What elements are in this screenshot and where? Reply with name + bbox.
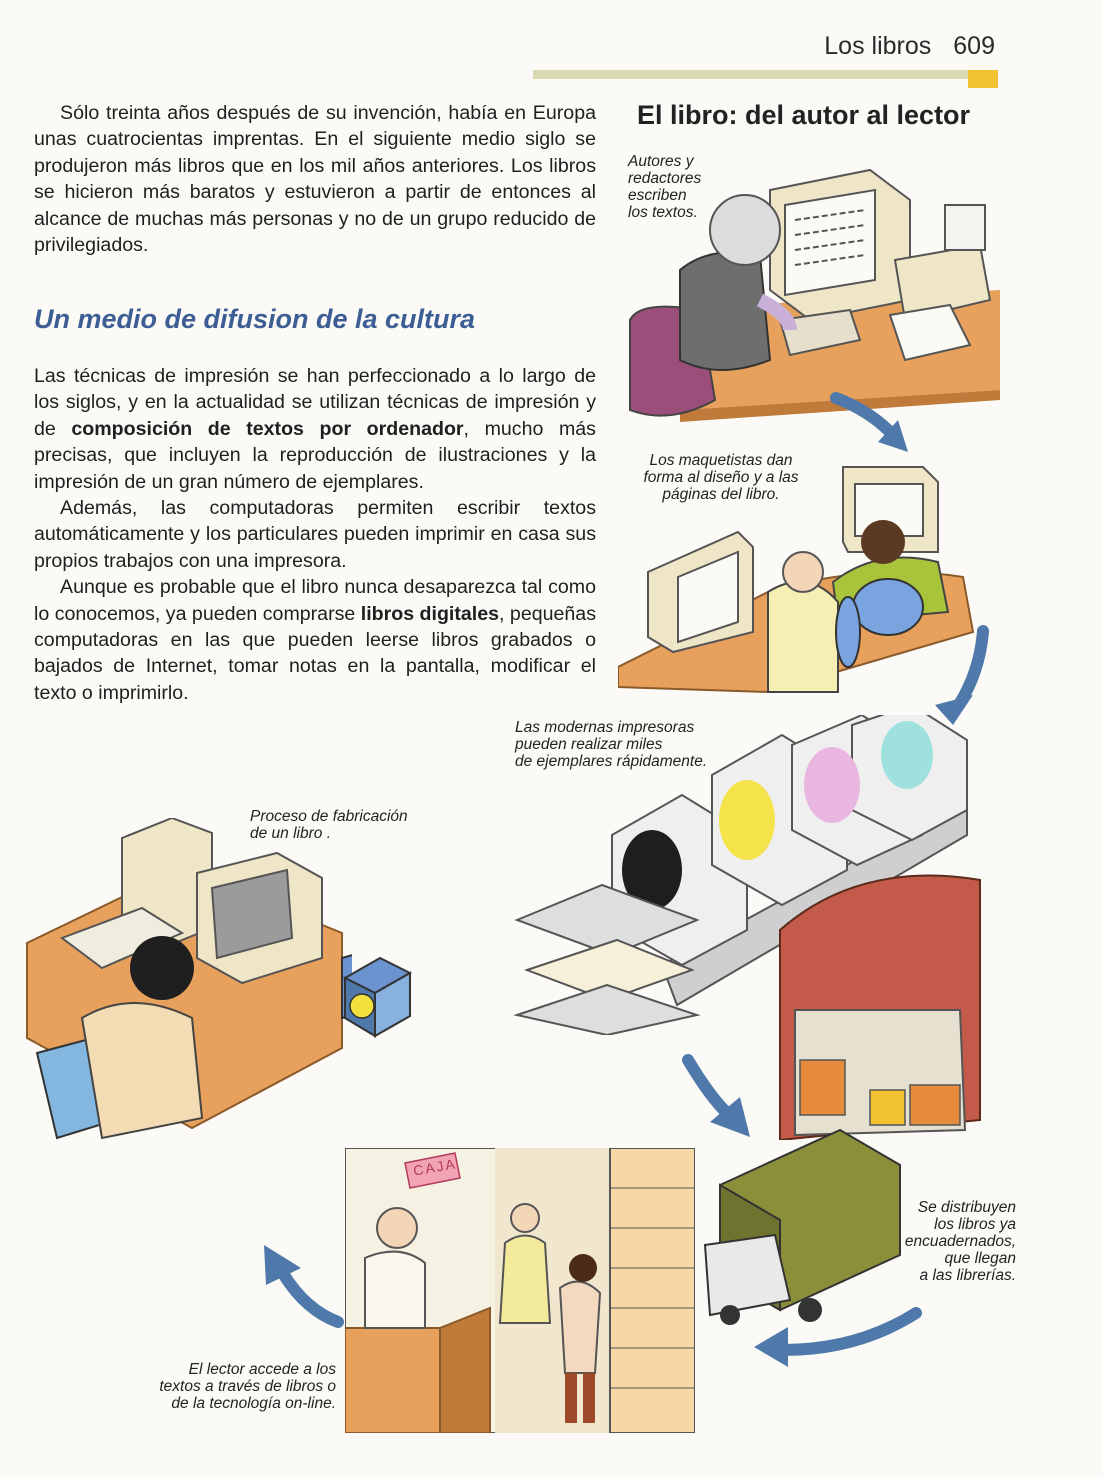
caption-printers-line: Las modernas impresoras — [515, 719, 695, 736]
book-stack-illustration — [340, 948, 415, 1043]
paragraph-3-text-a: Aunque es probable que el libro nunca desaparezca tal como lo conocemos, ya pueden comprarse — [34, 576, 596, 625]
caption-process — [250, 808, 408, 842]
caption-reader-line: textos a través de libros o — [159, 1378, 336, 1395]
paragraph-3-bold: libros digitales — [360, 602, 500, 625]
flow-arrow-5 — [256, 1240, 346, 1335]
body-text — [34, 363, 596, 706]
warehouse-illustration — [770, 860, 988, 1140]
flow-arrow-4 — [748, 1305, 923, 1370]
caption-authors-line: escriben — [628, 187, 687, 204]
paragraph-3 — [34, 574, 596, 706]
sidebar-title: El libro: del autor al lector — [637, 100, 971, 130]
paragraph-1-text-a: Las técnicas de impresión se han perfeccionado a lo largo de los siglos, y en la actualidad se utilizan técnicas de impresión y de — [34, 365, 596, 440]
section-title: Un medio de difusion de la cultura — [34, 304, 476, 334]
paragraph-1-text-b: , mucho más precisas, que incluyen la reproducción de ilustraciones y la impresión de un gran número de ejemplares. — [34, 417, 596, 493]
store-sign: CAJA — [411, 1155, 458, 1179]
reader-desk-illustration — [22, 818, 352, 1163]
caption-process-line: de un libro . — [250, 825, 331, 842]
delivery-truck-illustration — [700, 1125, 905, 1325]
caption-reader — [136, 1361, 336, 1412]
caption-reader-line: de la tecnología on-line. — [171, 1395, 336, 1412]
caption-authors-line: los textos. — [628, 204, 698, 221]
caption-distribution-line: a las librerías. — [919, 1267, 1016, 1284]
caption-printers-line: de ejemplares rápidamente. — [515, 753, 708, 770]
caption-process-line: Proceso de fabricación — [250, 808, 408, 825]
caption-distribution-line: encuadernados, — [904, 1233, 1016, 1250]
caption-authors — [628, 153, 701, 221]
caption-layout-line: forma al diseño y a las — [643, 469, 799, 486]
caption-distribution-line: Se distribuyen — [917, 1199, 1016, 1216]
header-rule-accent — [968, 70, 998, 88]
paragraph-3-text-b: , pequeñas computadoras en las que pueden leerse libros grabados o bajados de Internet, tomar notas en la pantalla, modificar el texto o imprimirlo. — [34, 602, 596, 704]
running-head-section: Los libros — [824, 32, 932, 60]
caption-distribution-line: que llegan — [944, 1250, 1016, 1267]
paragraph-2: Además, las computadoras permiten escribir textos automáticamente y los particulares pueden imprimir en casa sus propios trabajos con una impresora. — [34, 497, 596, 572]
caption-printers-line: pueden realizar miles — [515, 736, 663, 753]
running-head — [824, 32, 995, 61]
intro-paragraph: Sólo treinta años después de su invención, había en Europa unas cuatrocientas imprentas. En el siguiente medio siglo se produjeron más libros que en los mil años anteriores. Los libros se hicieron más baratos y estuvieron a partir de entonces al alcance de muchas más personas y no de un grupo reducido de privilegiados. — [34, 102, 596, 257]
caption-distribution — [888, 1199, 1016, 1284]
caption-authors-line: redactores — [628, 170, 702, 187]
caption-layout — [628, 452, 814, 503]
header-rule — [533, 70, 998, 79]
bookstore-illustration — [345, 1148, 695, 1433]
paragraph-1-bold: composición de textos por ordenador — [71, 417, 464, 440]
paragraph-1 — [34, 363, 596, 495]
page-number: 609 — [953, 32, 995, 60]
flow-arrow-1 — [828, 390, 918, 460]
caption-printers — [515, 719, 707, 770]
caption-distribution-line: los libros ya — [934, 1216, 1016, 1233]
caption-layout-line: Los maquetistas dan — [649, 452, 793, 469]
caption-reader-line: El lector accede a los — [188, 1361, 336, 1378]
caption-authors-line: Autores y — [628, 153, 694, 170]
caption-layout-line: páginas del libro. — [662, 486, 780, 503]
